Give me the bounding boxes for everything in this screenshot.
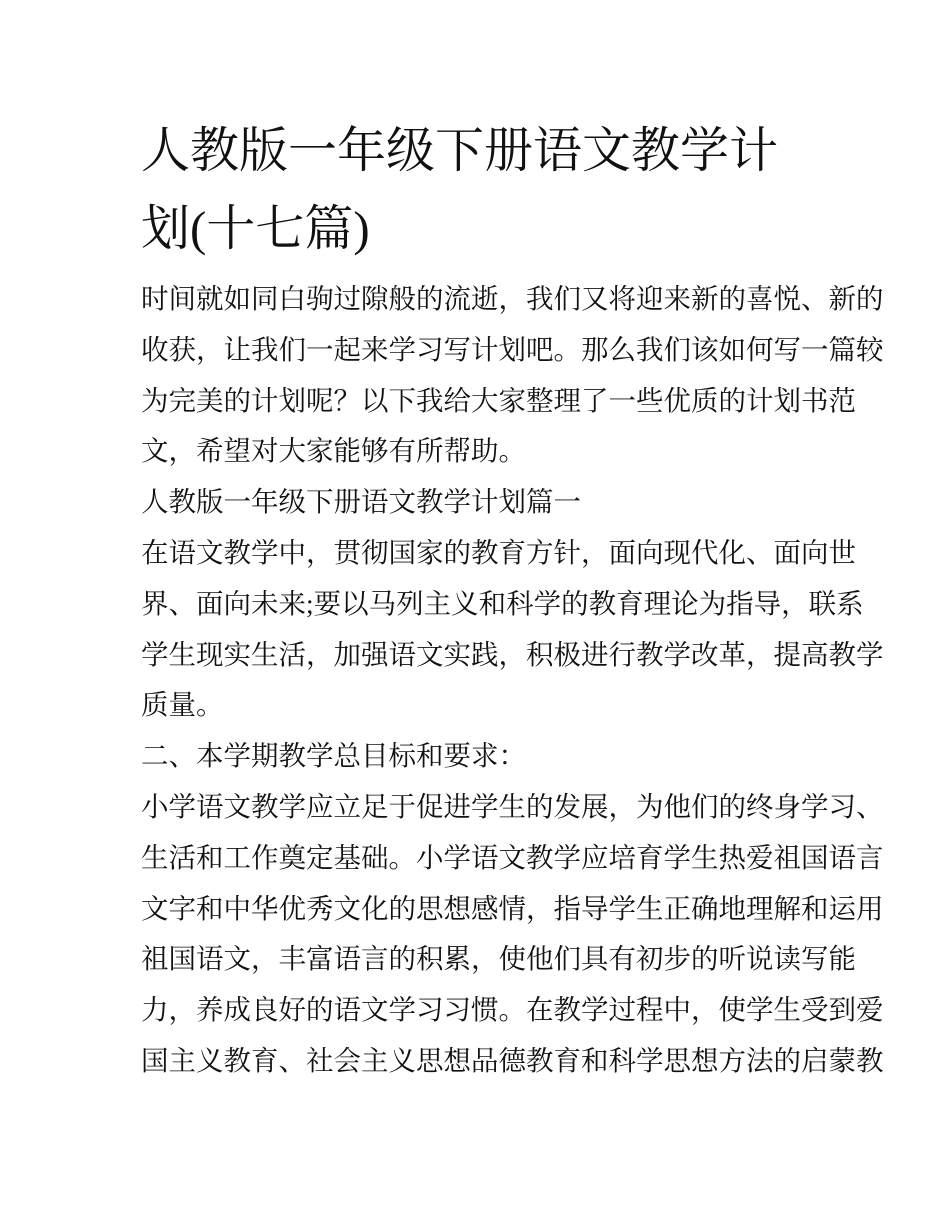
document-body bbox=[141, 274, 884, 1087]
text-line: 界、面向未来;要以马列主义和科学的教育理论为指导，联系 bbox=[141, 587, 864, 619]
text-line: 力，养成良好的语文学习习惯。在教学过程中，使学生受到爱 bbox=[141, 994, 884, 1026]
intro-paragraph bbox=[141, 274, 884, 477]
text-line: 时间就如同白驹过隙般的流逝，我们又将迎来新的喜悦、新的 bbox=[141, 283, 884, 314]
text-line: 祖国语文，丰富语言的积累，使他们具有初步的听说读写能 bbox=[141, 943, 856, 975]
text-line: 在语文教学中，贯彻国家的教育方针，面向现代化、面向世 bbox=[141, 536, 856, 568]
goals-paragraph bbox=[141, 782, 884, 1087]
guideline-paragraph bbox=[141, 528, 884, 731]
subsection-heading bbox=[141, 731, 821, 782]
text-line: 国主义教育、社会主义思想品德教育和科学思想方法的启蒙教 bbox=[141, 1044, 884, 1076]
text-line: 文，希望对大家能够有所帮助。 bbox=[141, 435, 526, 467]
text-line: 收获，让我们一起来学习写计划吧。那么我们该如何写一篇较 bbox=[141, 333, 884, 365]
document-title bbox=[141, 112, 821, 268]
text-line: 文字和中华优秀文化的思想感情，指导学生正确地理解和运用 bbox=[141, 892, 884, 924]
section-heading bbox=[141, 477, 821, 528]
text-line: 生活和工作奠定基础。小学语文教学应培育学生热爱祖国语言 bbox=[141, 841, 884, 873]
title-line: 划(十七篇) bbox=[141, 201, 370, 256]
title-line: 人教版一年级下册语文教学计 bbox=[141, 123, 779, 178]
text-line: 小学语文教学应立足于促进学生的发展，为他们的终身学习、 bbox=[141, 790, 884, 822]
text-line: 学生现实生活，加强语文实践，积极进行教学改革，提高教学 bbox=[141, 638, 884, 670]
text-line: 质量。 bbox=[141, 689, 224, 721]
text-line: 为完美的计划呢？以下我给大家整理了一些优质的计划书范 bbox=[141, 384, 856, 416]
text-line: 人教版一年级下册语文教学计划篇一 bbox=[141, 486, 581, 518]
text-line: 二、本学期教学总目标和要求： bbox=[141, 740, 526, 772]
